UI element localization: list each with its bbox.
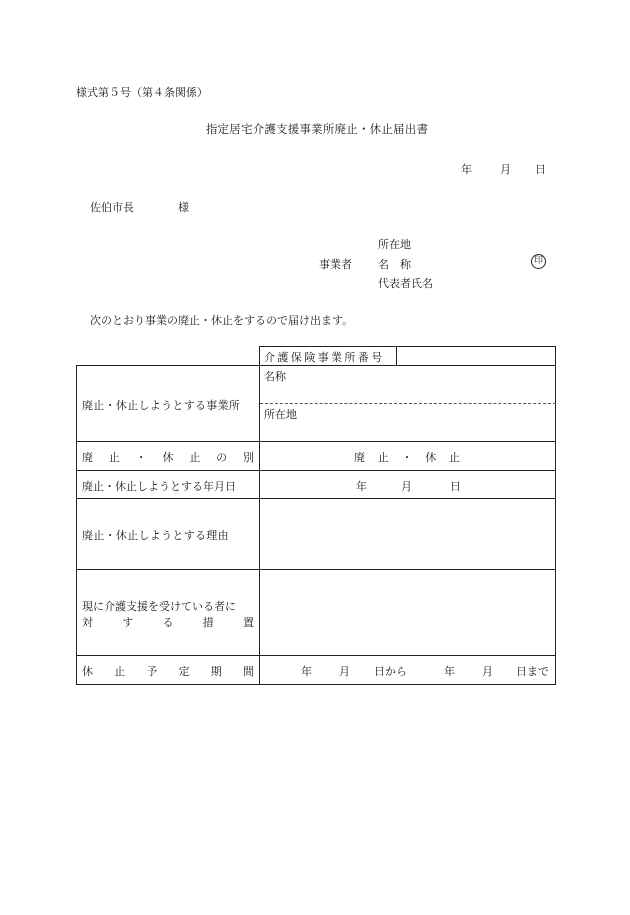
period-from-month: 月: [339, 665, 350, 678]
dashed-divider: [260, 403, 556, 404]
table-line: [76, 684, 556, 685]
date-label: 廃止・休止しようとする年月日: [82, 480, 236, 493]
table-line: [555, 346, 556, 685]
table-line: [76, 441, 556, 442]
type-value-options[interactable]: 廃 止 ・ 休 止: [354, 451, 460, 464]
period-label: 休 止 予 定 期 間: [82, 665, 254, 678]
reason-label: 廃止・休止しようとする理由: [82, 529, 229, 542]
office-number-field[interactable]: [397, 347, 555, 365]
office-address-label: 所在地: [264, 408, 297, 421]
seal-mark: 印: [531, 254, 546, 269]
office-label: 廃止・休止しようとする事業所: [82, 399, 241, 412]
form-number: 様式第５号（第４条関係）: [76, 86, 208, 99]
measures-label-line2: 対 す る 措 置: [82, 616, 254, 629]
applicant-label: 事業者: [319, 258, 352, 271]
date-value-day: 日: [450, 480, 461, 493]
period-to-day: 日まで: [516, 665, 549, 678]
table-line: [76, 470, 556, 471]
office-address-field[interactable]: [260, 418, 555, 440]
addressee: [90, 199, 189, 215]
measures-field[interactable]: [260, 570, 555, 655]
date-value-year: 年: [356, 480, 367, 493]
table-line: [76, 365, 556, 366]
period-from-year: 年: [301, 665, 312, 678]
date-value-month: 月: [401, 480, 412, 493]
type-label: 廃 止 ・ 休 止 の 別: [82, 451, 254, 464]
period-from-day: 日から: [374, 665, 407, 678]
period-to-year: 年: [444, 665, 455, 678]
document-title: 指定居宅介護支援事業所廃止・休止届出書: [205, 122, 429, 136]
date-day: 日: [535, 163, 546, 176]
reason-field[interactable]: [260, 499, 555, 569]
date-year: 年: [461, 163, 472, 176]
applicant-address-label: 所在地: [378, 238, 411, 251]
addressee-name: 佐伯市長: [90, 201, 134, 214]
statement-text: 次のとおり事業の廃止・休止をするので届け出ます。: [90, 314, 354, 327]
applicant-name-label: 名 称: [378, 258, 411, 271]
addressee-honorific: 様: [178, 201, 189, 214]
office-name-field[interactable]: [260, 380, 555, 402]
table-line: [76, 655, 556, 656]
period-to-month: 月: [482, 665, 493, 678]
office-name-label: 名称: [264, 370, 286, 383]
table-line: [76, 365, 77, 685]
date-month: 月: [500, 163, 511, 176]
office-number-label: 介護保険事業所番号: [264, 351, 385, 364]
measures-label-line1: 現に介護支援を受けている者に: [82, 600, 236, 613]
applicant-rep-label: 代表者氏名: [378, 277, 433, 290]
